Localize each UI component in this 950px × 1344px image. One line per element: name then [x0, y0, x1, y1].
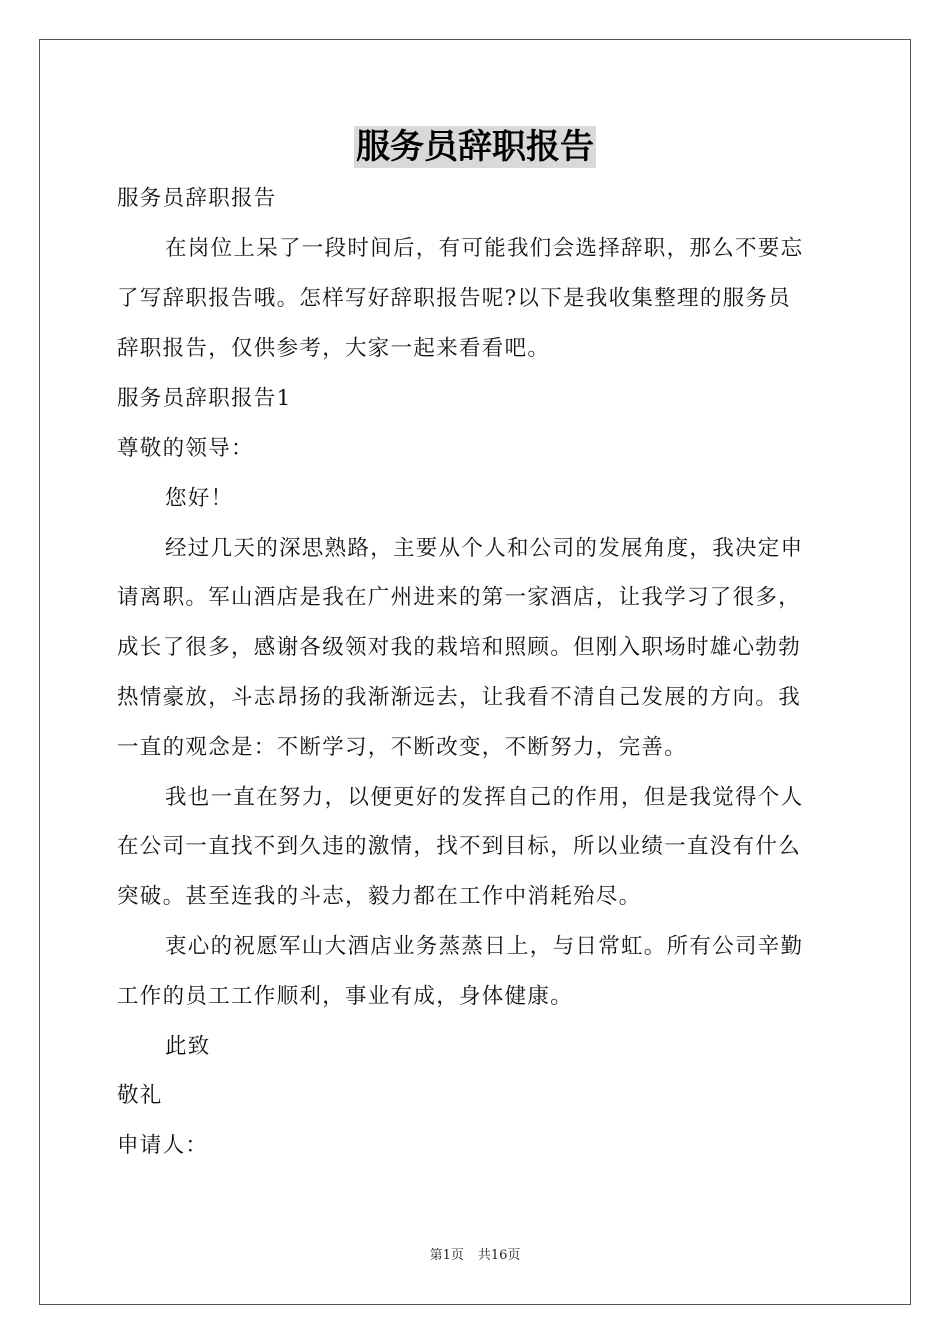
document-subtitle: 服务员辞职报告 [117, 186, 277, 211]
paragraph-line: 请离职。军山酒店是我在广州进来的第一家酒店，让我学习了很多， [117, 585, 802, 610]
greeting: 您好！ [165, 486, 234, 511]
closing-regards: 敬礼 [117, 1083, 163, 1108]
paragraph-line: 在岗位上呆了一段时间后，有可能我们会选择辞职，那么不要忘 [165, 236, 804, 261]
salutation: 尊敬的领导： [117, 436, 254, 461]
paragraph-line: 成长了很多，感谢各级领对我的栽培和照顾。但刚入职场时雄心勃勃 [117, 635, 802, 660]
page-number: 第1页 [429, 1248, 464, 1263]
paragraph-line: 工作的员工工作顺利，事业有成，身体健康。 [117, 984, 574, 1009]
paragraph-line: 突破。甚至连我的斗志，毅力都在工作中消耗殆尽。 [117, 884, 642, 909]
paragraph-line: 热情豪放，斗志昂扬的我渐渐远去，让我看不清自己发展的方向。我 [117, 685, 802, 710]
closing-line: 此致 [165, 1034, 211, 1059]
title-wrap [0, 126, 950, 168]
section-heading: 服务员辞职报告1 [117, 386, 292, 411]
paragraph-line: 一直的观念是：不断学习，不断改变，不断努力，完善。 [117, 735, 688, 760]
paragraph-line: 衷心的祝愿军山大酒店业务蒸蒸日上，与日常虹。所有公司辛勤 [165, 934, 804, 959]
page-total: 共16页 [477, 1248, 521, 1263]
applicant-label: 申请人： [117, 1133, 209, 1158]
page-footer [0, 1247, 950, 1265]
document-title: 服务员辞职报告 [356, 127, 594, 167]
paragraph-line: 我也一直在努力，以便更好的发挥自己的作用，但是我觉得个人 [165, 785, 804, 810]
paragraph-line: 了写辞职报告哦。怎样写好辞职报告呢?以下是我收集整理的服务员 [117, 286, 792, 311]
page-border [39, 39, 911, 1305]
paragraph-line: 在公司一直找不到久违的激情，找不到目标，所以业绩一直没有什么 [117, 834, 802, 859]
paragraph-line: 经过几天的深思熟路，主要从个人和公司的发展角度，我决定申 [165, 536, 804, 561]
paragraph-line: 辞职报告，仅供参考，大家一起来看看吧。 [117, 336, 551, 361]
